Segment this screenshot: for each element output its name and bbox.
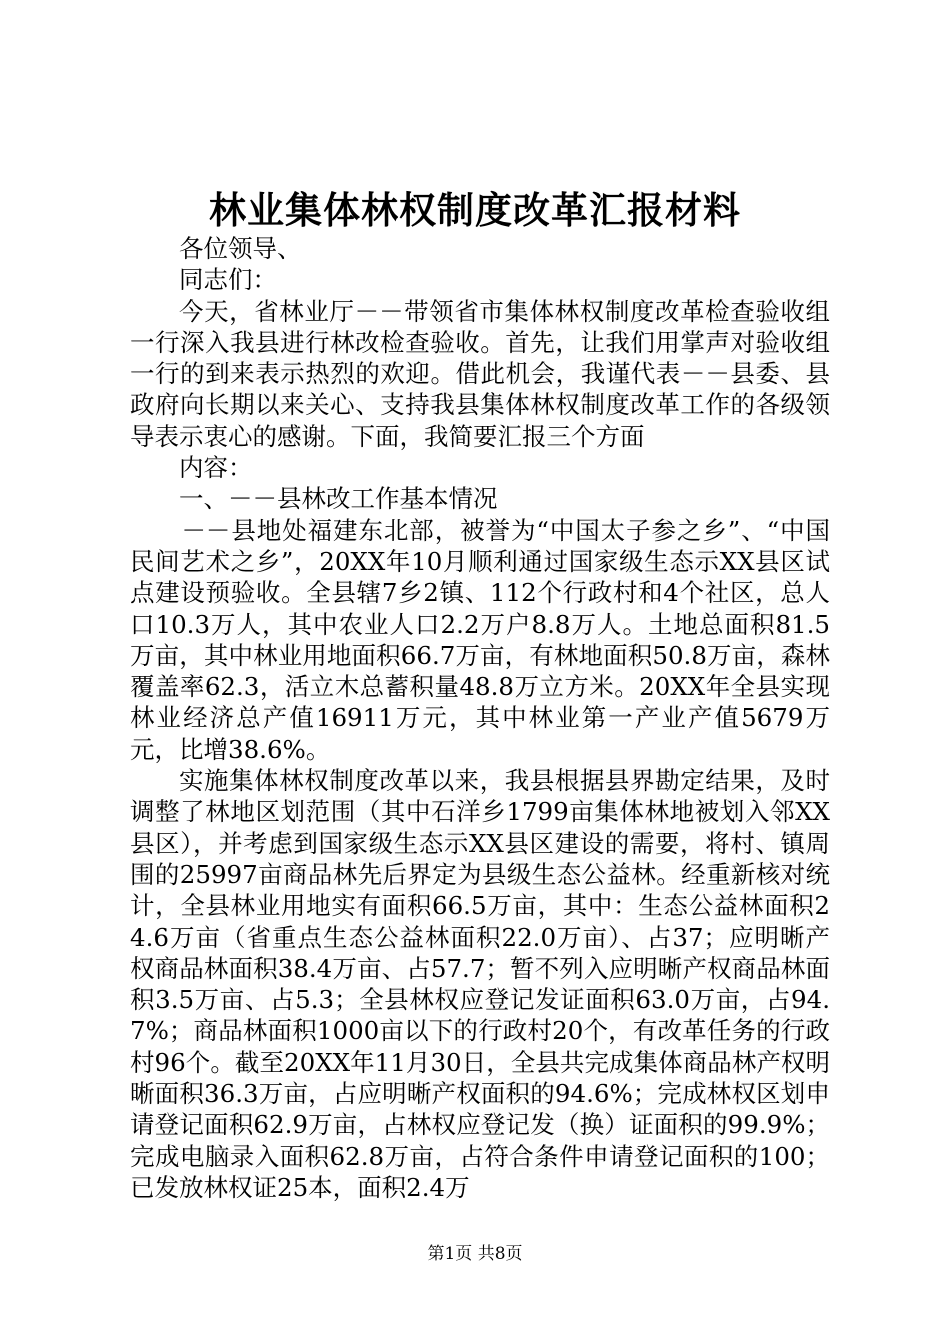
- page-footer: 第1页 共8页: [427, 1244, 523, 1264]
- reform-progress-paragraph: 实施集体林权制度改革以来，我县根据县界勘定结果，及时调整了林地区划范围（其中石洋乡1799亩集体林地被划入邻XX县区），并考虑到国家级生态示XX县区建设的需要，将村、镇周围的25997亩商品林先后界定为县级生态公益林。经重新核对统计，全县林业用地实有面积66.5万亩，其中：生态公益林面积24.6万亩（省重点生态公益林面积22.0万亩）、占37；应明晰产权商品林面积38.4万亩、占57.7；暂不列入应明晰产权商品林面积3.5万亩、占5.3；全县林权应登记发证面积63.0万亩，占94.7%；商品林面积1000亩以下的行政村20个，有改革任务的行政村96个。截至20XX年11月30日，全县共完成集体商品林产权明晰面积36.3万亩，占应明晰产权面积的94.6%；完成林权区划申请登记面积62.9万亩，占林权应登记发（换）证面积的99.9%；完成电脑录入面积62.8万亩，占符合条件申请登记面积的100；已发放林权证25本，面积2.4万: [130, 766, 830, 1202]
- salutation-leaders: 各位领导、: [179, 234, 302, 263]
- contents-label: 内容：: [179, 453, 253, 483]
- section-heading: 一、－－县林改工作基本情况: [179, 484, 498, 514]
- document-title: 林业集体林权制度改革汇报材料: [209, 188, 741, 232]
- document-body: [130, 233, 830, 1203]
- county-overview-paragraph: －－县地处福建东北部，被誉为“中国太子参之乡”、“中国民间艺术之乡”，20XX年10月顺利通过国家级生态示XX县区试点建设预验收。全县辖7乡2镇、112个行政村和4个社区，总人口10.3万人，其中农业人口2.2万户8.8万人。土地总面积81.5万亩，其中林业用地面积66.7万亩，有林地面积50.8万亩，森林覆盖率62.3，活立木总蓄积量48.8万立方米。20XX年全县实现林业经济总产值16911万元，其中林业第一产业产值5679万元，比增38.6%。: [130, 515, 830, 764]
- opening-paragraph: 今天，省林业厅－－带领省市集体林权制度改革检查验收组一行深入我县进行林改检查验收。首先，让我们用掌声对验收组一行的到来表示热烈的欢迎。借此机会，我谨代表－－县委、县政府向长期以来关心、支持我县集体林权制度改革工作的各级领导表示衷心的感谢。下面，我简要汇报三个方面: [130, 296, 830, 451]
- salutation-comrades: 同志们：: [179, 265, 277, 295]
